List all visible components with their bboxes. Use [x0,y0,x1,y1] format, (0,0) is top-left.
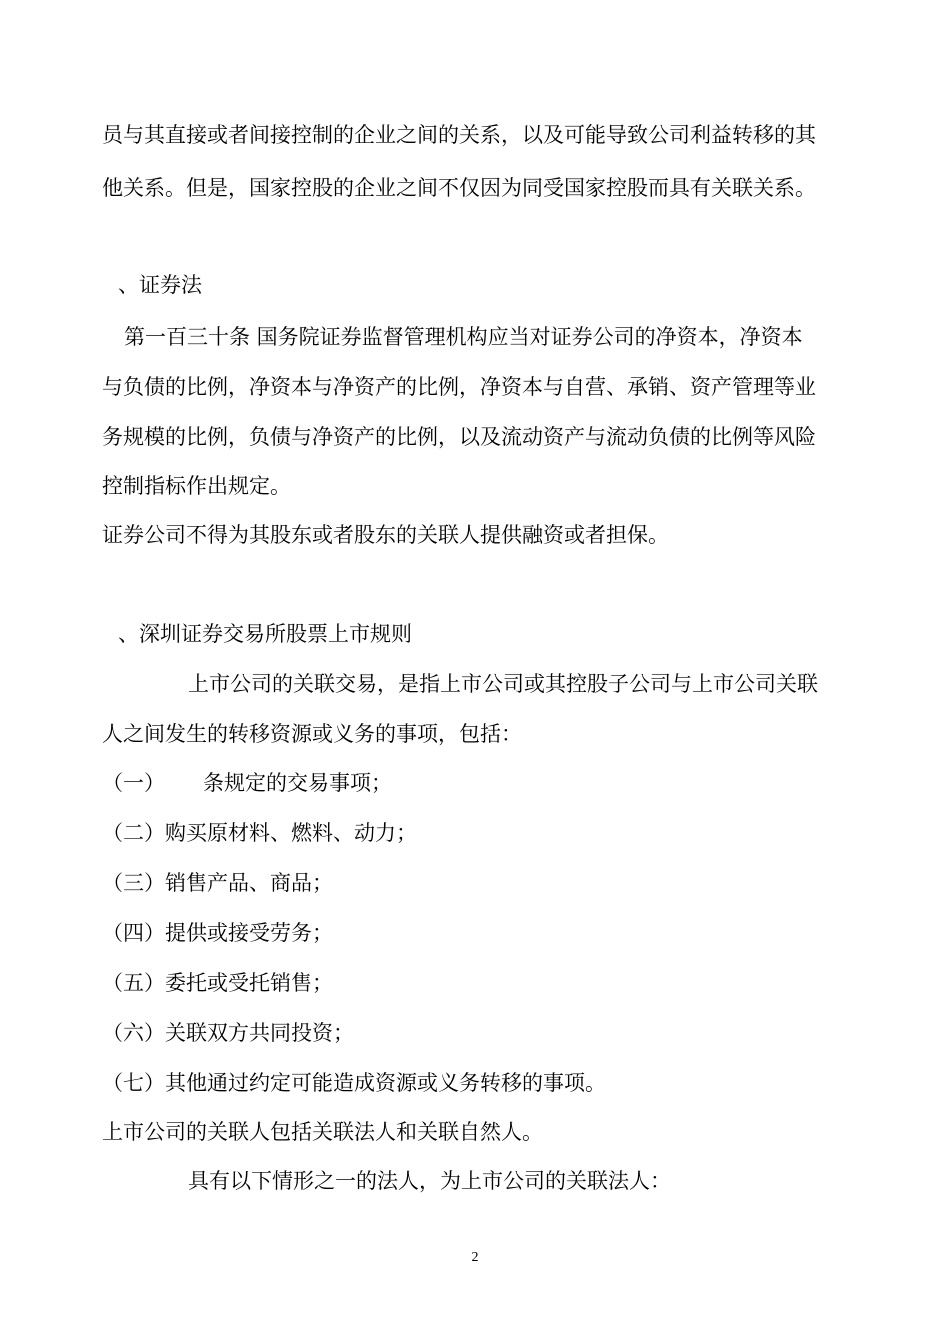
list-item [102,870,333,896]
list-item-number: （二） [102,821,165,845]
list-item [102,820,417,846]
list-item-text: 委托或受托销售； [165,971,333,995]
list-item-number: （五） [102,971,165,995]
list-item-number: （四） [102,921,165,945]
article-line-1: 第一百三十条 国务院证券监督管理机构应当对证券公司的净资本，净资本 [124,325,803,349]
list-item-number: （七） [102,1071,165,1095]
list-item-number: （一） [102,771,165,795]
list-item [102,770,392,796]
list-item [102,970,333,996]
szse-rules-heading: 、深圳证券交易所股票上市规则 [118,622,412,646]
intro-line-2: 他关系。但是，国家控股的企业之间不仅因为同受国家控股而具有关联关系。 [102,176,816,200]
list-item-text: 购买原材料、燃料、动力； [165,821,417,845]
list-item-text: 条规定的交易事项； [203,771,392,795]
securities-law-heading: 、证券法 [118,273,202,297]
page-number: 2 [471,1250,479,1265]
article-line-3: 务规模的比例，负债与净资产的比例，以及流动资产与流动负债的比例等风险 [102,425,816,449]
legal-persons-intro: 具有以下情形之一的法人，为上市公司的关联法人： [188,1169,671,1193]
intro-line-1: 员与其直接或者间接控制的企业之间的关系，以及可能导致公司利益转移的其 [102,123,816,147]
securities-company-paragraph: 证券公司不得为其股东或者股东的关联人提供融资或者担保。 [102,523,669,547]
list-item-number: （六） [102,1021,165,1045]
list-item-number: （三） [102,871,165,895]
related-persons-paragraph: 上市公司的关联人包括关联法人和关联自然人。 [102,1120,543,1144]
list-item-text: 销售产品、商品； [165,871,333,895]
list-item-text: 提供或接受劳务； [165,921,333,945]
definition-line-1: 上市公司的关联交易，是指上市公司或其控股子公司与上市公司关联 [188,672,818,696]
list-item [102,920,333,946]
definition-line-2: 人之间发生的转移资源或义务的事项，包括： [102,722,522,746]
list-item-text: 其他通过约定可能造成资源或义务转移的事项。 [165,1071,606,1095]
article-line-2: 与负债的比例，净资本与净资产的比例，净资本与自营、承销、资产管理等业 [102,375,816,399]
list-item [102,1070,606,1096]
list-item [102,1020,354,1046]
list-item-text: 关联双方共同投资； [165,1021,354,1045]
article-line-4: 控制指标作出规定。 [102,474,291,498]
